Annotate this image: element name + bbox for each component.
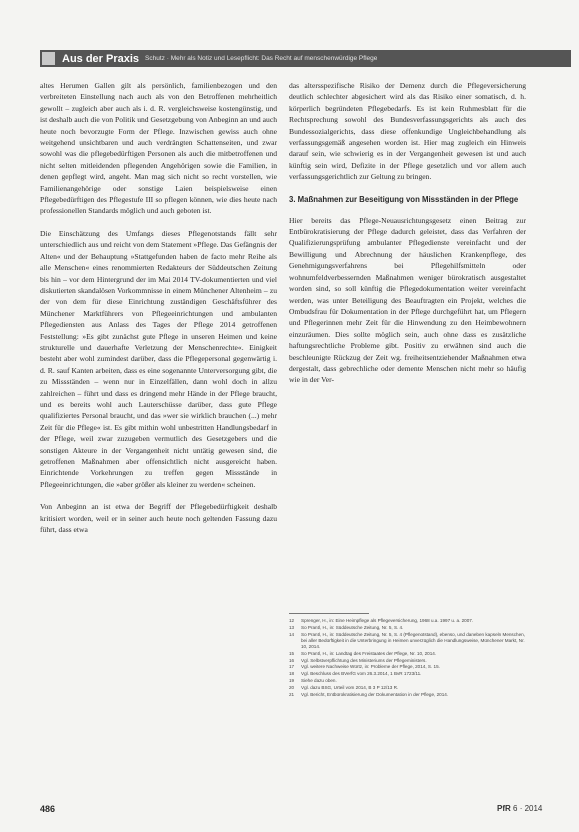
footnote-text: So Prantl, H., in: Süddeutsche Zeitung, Nr. 5, S. 4. (301, 624, 404, 630)
footnote-number: 16 (289, 657, 295, 663)
footnote-text: Vgl. Bericht, Entbürokratisierung der Dokumentation in der Pflege, 2014. (301, 691, 449, 697)
footnote-text: So Prantl, H., in: Süddeutsche Zeitung, Nr. 5, S. 4 (Pflegenotstand), ebenso, und daneben kapseln Menschen, bei aller Bedürftigkeit in die Unterbringung in Heimen unverzüglich die Handlungsweise, Münchener Markt, Nr. 10, 2014. (301, 631, 525, 649)
page-number: 486 (40, 804, 56, 814)
footnote-number: 14 (289, 631, 295, 637)
journal-footer (497, 804, 542, 813)
right-column (289, 80, 526, 397)
journal-issue: 6 · 2014 (513, 804, 543, 813)
footnote-text: So Prantl, H., in: Landtag des Freistaates der Pflege, Nr. 10, 2014. (301, 650, 437, 656)
left-paragraph-1: altes Herumen Gallen gilt als persönlich, familienbezogen und den verbreiteten Einstellung nach auch als von den Betroffenen mehrheitlich gewollt – zugleich aber auch als i. d. R. vergleichsweise kostengünstig, und ist deshalb auch die von Politik und Gesetzgebung von Anbeginn an und auch heute noch bevorzugte Form der Pflege. Inzwischen gewiss auch ohne weitgehend unsichtbaren und auch verdrängten Schattenseiten, und zwar sowohl was die pflegebedürftigen Personen als auch die mitbetroffenen und nicht selten mitleidenden pflegenden Angehörigen sowie die Familien, in denen gepflegt wird, angeht. Man mag sich nicht so recht vorstellen, wie Familienangehörige oder sonstige Laien beispielsweise einen Pflegebedürftigen des Pflegestufe III so pflegen können, wie dies heute nach professionellen Standards möglich und auch geboten ist. (40, 81, 277, 216)
right-paragraph-2: Hier bereits das Pflege-Neuausrichtungsgesetz einen Beitrag zur Entbürokratisierung der Pflege dadurch geleistet, dass das Verfahren der Qualifizierungsprüfung ambulanter Pflegedienste vereinfacht und der Bewilligung und Abrechnung der häuslichen Krankenpflege, des Genehmigungsverfahrens bei Pflegehilfsmitteln oder wohnumfeldverbessernden Maßnahmen weniger bürokratisch ausgestaltet worden sind, so soll künftig die Pflegedokumentation weiter vereinfacht werden, was unter Beteiligung des Beauftragten ein Projekt, welches die Ombudsfrau für Dokumentation in der Pflege durchgeführt hat, um Pflegern und Pflegerinnen mehr Zeit für die Hinwendung zu den Heimbewohnern einzuräumen. Dies sollte möglich sein, auch ohne dass es zusätzliche haftungsrechtliche Probleme gibt. Positiv zu erwähnen sind auch die beschleunigte Rückzug der Zeit wg. freiheitsentziehender Maßnahmen etwa dergestalt, dass gebrechliche oder demente Menschen nicht mehr so häufig wie in der Ver- (289, 215, 526, 385)
footnote-number: 19 (289, 677, 295, 683)
footnote (289, 685, 529, 691)
footnote (289, 625, 529, 631)
footnote (289, 692, 529, 698)
footnote-number: 17 (289, 664, 295, 670)
section-title: Aus der Praxis (62, 52, 140, 65)
footnote (289, 632, 529, 651)
footnote (289, 664, 529, 670)
footnote-number: 18 (289, 671, 295, 677)
footnote (289, 651, 529, 657)
footnote-text: Vgl. Selbstverpflichtung des Ministeriums der Pflegeministers. (301, 657, 427, 663)
footnote (289, 658, 529, 664)
footnote-number: 13 (289, 624, 295, 630)
footnote (289, 678, 529, 684)
footnote-number: 15 (289, 650, 295, 656)
footnote (289, 671, 529, 677)
footnote-text: Sprenger, H., in: Eine Heimpflege als Pflegeversicherung, 1968 u.a. 1997 u. a. 2007. (301, 618, 474, 623)
section-subtitle: Schutz · Mehr als Notiz und Lesepflicht: Das Recht auf menschenwürdige Pflege (145, 55, 378, 62)
footnotes (289, 618, 529, 698)
footnote-text: Siehe dazu oben. (301, 677, 337, 683)
footnote-text: Vgl. dazu BSG, Urteil vom 2014, B 3 P 12/13 R. (301, 684, 399, 690)
footnote-text: Vgl. Beschluss des BVerfG vom 26.3.2014, 1 BvR 1723/11. (301, 671, 422, 677)
section-header (40, 50, 571, 67)
footnote-text: Vgl. weitere Nachweise Würtz, in: Probleme der Pflege, 2014, S. 15. (301, 664, 440, 670)
footnote-number: 20 (289, 684, 295, 690)
footnote-divider (289, 613, 369, 614)
left-paragraph-2: Die Einschätzung des Umfangs dieses Pflegenotstands fällt sehr unterschiedlich aus und reicht von dem Statement »Pflege. Das Gefängnis der Alten« und der Behauptung »Stattgefunden haben de facto mehr Reihe als alle Menschen« eines renommierten Redakteurs der Süddeutschen Zeitung bis hin – vor dem Hintergrund der im Mai 2014 TV-dokumentierten und viel diskutierten skandalösen Vorkommnisse in einem Münchener Altenheim – zu der von dem für diese Einrichtung zuständigen Geschäftsführer des Münchener Marktführers von Pflegeeinrichtungen und ambulanten Pflegediensten aus Anlass des Tages der Pflege 2014 getroffenen Feststellung: »Es gibt zunächst gute Pflege in unseren Heimen und keine strukturelle und dauerhafte Verletzung der Menschenrechte«. Einigkeit besteht aber wohl zumindest darüber, dass die Pflegepersonal gegenwärtig i. d. R. sauf Kanten arbeiten, dass es eine sogenannte Unterversorgung gibt, die zu Missständen – wenn nur in Einzelfällen, dann wohl doch in allzu zahlreichen – führt und dass es dringend mehr Hände in der Pflege braucht, und es bereits wohl auch Lauterschüsse darüber, dass gute Pflege qualifiziertes Personal braucht, und das »wer sie wirklich brauchen (...) mehr Zeit für die Pflege« ist. Es gibt mithin wohl unbestritten Handlungsbedarf in der Pflege, weil zwar zuzugeben vermutlich des Gesetzgebers und die sonstigen Akteure in der Vergangenheit nicht untätig gewesen sind, die getroffenen Maßnahmen aber offensichtlich nicht ausgereicht haben. Einrichtende Vorkehrungen zu treffen gegen Missstände in Pflegeeinrichtungen, die »aber größer als kleiner zu werden« scheinen. (40, 228, 277, 489)
footnote-number: 12 (289, 618, 295, 623)
footnote (289, 618, 529, 624)
left-column (40, 80, 277, 546)
right-paragraph-1: das altersspezifische Risiko der Demenz durch die Pflegeversicherung deutlich schlechter abgesichert wird als das Risiko einer somatisch, d. h. körperlich begründeten Pflegebedarfs. Es ist kein Ruhmesblatt für die Rechtsprechung sowohl des Bundesverfassungsgerichts als auch des Bundessozialgerichts, dass diese offenkundige Ungleichbehandlung als verfassungsgemäß angesehen worden ist. Hier mag zugleich ein Hinweis darauf sein, wie schwierig es in der Vergangenheit gewesen ist und auch künftig sein wird, Defizite in der Pflege gesetzlich und vor allem auch verfassungsgerichtlich zur Geltung zu bringen. (289, 81, 526, 182)
footnote-number: 21 (289, 691, 295, 697)
section-heading: 3. Maßnahmen zur Beseitigung von Missständen in der Pflege (289, 194, 519, 204)
header-square-icon (42, 52, 55, 65)
left-paragraph-3: Von Anbeginn an ist etwa der Begriff der Pflegebedürftigkeit deshalb kritisiert worden, weil er in seiner auch heute noch geltenden Fassung dazu führt, dass etwa (40, 502, 277, 535)
journal-name: PfR (497, 804, 511, 813)
